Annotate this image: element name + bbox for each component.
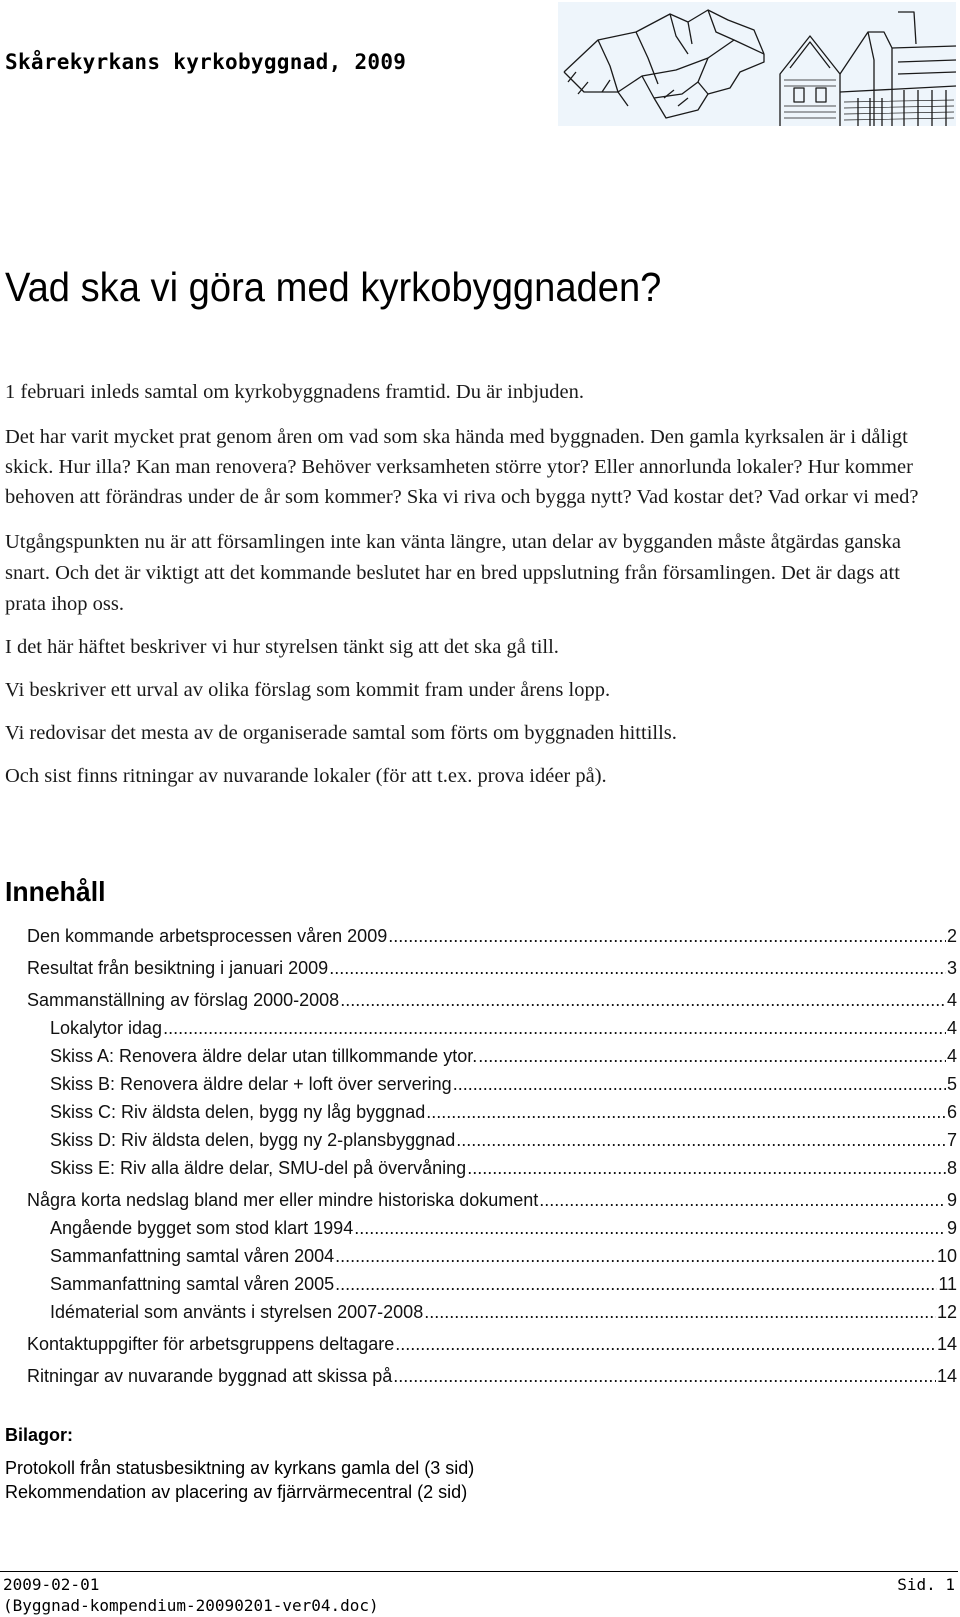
toc-subentry[interactable] (27, 1126, 957, 1154)
toc-entry[interactable] (27, 922, 957, 950)
toc-entry-text: Resultat från besiktning i januari 2009 (27, 958, 329, 978)
toc-entry-page: 4 (946, 990, 957, 1010)
toc-entry-page: 10 (936, 1246, 957, 1266)
toc-entry-text: Den kommande arbetsprocessen våren 2009 (27, 926, 388, 946)
intro-paragraph: I det här häftet beskriver vi hur styrelsen tänkt sig att det ska gå till. (5, 636, 559, 658)
table-of-contents (27, 922, 957, 1390)
toc-leader-dots (329, 954, 946, 982)
toc-leader-dots (424, 1298, 936, 1326)
toc-leader-dots (335, 1270, 937, 1298)
toc-leader-dots (335, 1242, 936, 1270)
church-building-sketch-icon (558, 2, 956, 126)
footer-filename: (Byggnad-kompendium-20090201-ver04.doc) (3, 1596, 379, 1615)
toc-entry-text: Några korta nedslag bland mer eller mindre historiska dokument (27, 1190, 539, 1210)
toc-subentry[interactable] (27, 1242, 957, 1270)
toc-subentry[interactable] (27, 1154, 957, 1182)
toc-entry-page: 12 (936, 1302, 957, 1322)
toc-subentry[interactable] (27, 1042, 957, 1070)
main-title: Vad ska vi göra med kyrkobyggnaden? (5, 264, 662, 310)
toc-entry-page: 8 (946, 1158, 957, 1178)
intro-paragraph: Vi beskriver ett urval av olika förslag som kommit fram under årens lopp. (5, 679, 611, 701)
toc-subentry[interactable] (27, 1214, 957, 1242)
toc-entry-text: Kontaktuppgifter för arbetsgruppens deltagare (27, 1334, 395, 1354)
toc-subentry[interactable] (27, 1270, 957, 1298)
toc-subentry[interactable] (27, 1014, 957, 1042)
toc-entry-page: 6 (946, 1102, 957, 1122)
toc-entry-text: Sammanfattning samtal våren 2004 (50, 1246, 335, 1266)
footer-date: 2009-02-01 (3, 1575, 100, 1594)
toc-entry[interactable] (27, 1330, 957, 1358)
toc-entry-text: Sammanställning av förslag 2000-2008 (27, 990, 340, 1010)
toc-entry-text: Skiss E: Riv alla äldre delar, SMU-del på övervåning (50, 1158, 467, 1178)
toc-leader-dots (395, 1330, 936, 1358)
toc-entry[interactable] (27, 1362, 957, 1390)
toc-entry-text: Ritningar av nuvarande byggnad att skissa på (27, 1366, 393, 1386)
toc-entry-text: Skiss A: Renovera äldre delar utan tillkommande ytor. (50, 1046, 478, 1066)
toc-leader-dots (393, 1362, 936, 1390)
toc-entry-page: 5 (946, 1074, 957, 1094)
intro-text (5, 377, 940, 791)
toc-leader-dots (388, 922, 946, 950)
toc-entry-page: 3 (946, 958, 957, 978)
toc-leader-dots (163, 1014, 946, 1042)
toc-entry-text: Skiss C: Riv äldsta delen, bygg ny låg byggnad (50, 1102, 426, 1122)
toc-entry-page: 14 (936, 1366, 957, 1386)
toc-heading: Innehåll (5, 876, 106, 907)
toc-entry-page: 9 (946, 1218, 957, 1238)
footer-divider (0, 1571, 958, 1572)
intro-paragraph: 1 februari inleds samtal om kyrkobyggnadens framtid. Du är inbjuden. (5, 381, 584, 403)
attachment-item: Rekommendation av placering av fjärrvärmecentral (2 sid) (5, 1482, 468, 1502)
toc-entry-page: 4 (946, 1018, 957, 1038)
toc-leader-dots (426, 1098, 946, 1126)
toc-leader-dots (354, 1214, 946, 1242)
toc-entry[interactable] (27, 954, 957, 982)
toc-entry-text: Skiss B: Renovera äldre delar + loft över servering (50, 1074, 452, 1094)
intro-paragraph: Vi redovisar det mesta av de organiserade samtal som förts om byggnaden hittills. (5, 722, 677, 744)
toc-entry-text: Angående bygget som stod klart 1994 (50, 1218, 354, 1238)
toc-leader-dots (340, 986, 946, 1014)
intro-paragraph: Utgångspunkten nu är att församlingen inte kan vänta längre, utan delar av bygganden måste åtgärdas ganska snart. Och det är viktigt att det kommande beslutet har en bred uppslutning från församlingen. Det är dags att prata ihop oss. (5, 531, 902, 615)
toc-subentry[interactable] (27, 1298, 957, 1326)
toc-leader-dots (539, 1186, 946, 1214)
toc-entry[interactable] (27, 986, 957, 1014)
attachment-item: Protokoll från statusbesiktning av kyrkans gamla del (3 sid) (5, 1458, 475, 1478)
toc-entry-text: Sammanfattning samtal våren 2005 (50, 1274, 335, 1294)
toc-entry-page: 7 (946, 1130, 957, 1150)
toc-leader-dots (478, 1042, 946, 1070)
toc-leader-dots (467, 1154, 946, 1182)
intro-paragraph: Och sist finns ritningar av nuvarande lokaler (för att t.ex. prova idéer på). (5, 765, 607, 787)
document-header-title: Skårekyrkans kyrkobyggnad, 2009 (5, 50, 407, 74)
toc-leader-dots (456, 1126, 946, 1154)
toc-entry-page: 2 (946, 926, 957, 946)
toc-entry-text: Skiss D: Riv äldsta delen, bygg ny 2-plansbyggnad (50, 1130, 456, 1150)
attachments-list (5, 1456, 474, 1504)
intro-paragraph: Det har varit mycket prat genom åren om vad som ska hända med byggnaden. Den gamla kyrksalen är i dåligt skick. Hur illa? Kan man renovera? Behöver verksamheten större ytor? Eller annorlunda lokaler? Hur kommer behoven att förändras under de år som kommer? Ska vi riva och bygga nytt? Vad kostar det? Vad orkar vi med? (5, 426, 919, 508)
toc-entry-page: 11 (938, 1274, 957, 1294)
toc-subentry[interactable] (27, 1070, 957, 1098)
toc-entry-text: Lokalytor idag (50, 1018, 163, 1038)
toc-entry-page: 4 (946, 1046, 957, 1066)
toc-leader-dots (453, 1070, 946, 1098)
toc-entry-page: 14 (936, 1334, 957, 1354)
toc-subentry[interactable] (27, 1098, 957, 1126)
attachments-heading: Bilagor: (5, 1425, 74, 1445)
toc-entry-page: 9 (946, 1190, 957, 1210)
toc-entry[interactable] (27, 1186, 957, 1214)
toc-entry-text: Idématerial som använts i styrelsen 2007-2008 (50, 1302, 424, 1322)
footer-page-number: Sid. 1 (897, 1575, 955, 1594)
